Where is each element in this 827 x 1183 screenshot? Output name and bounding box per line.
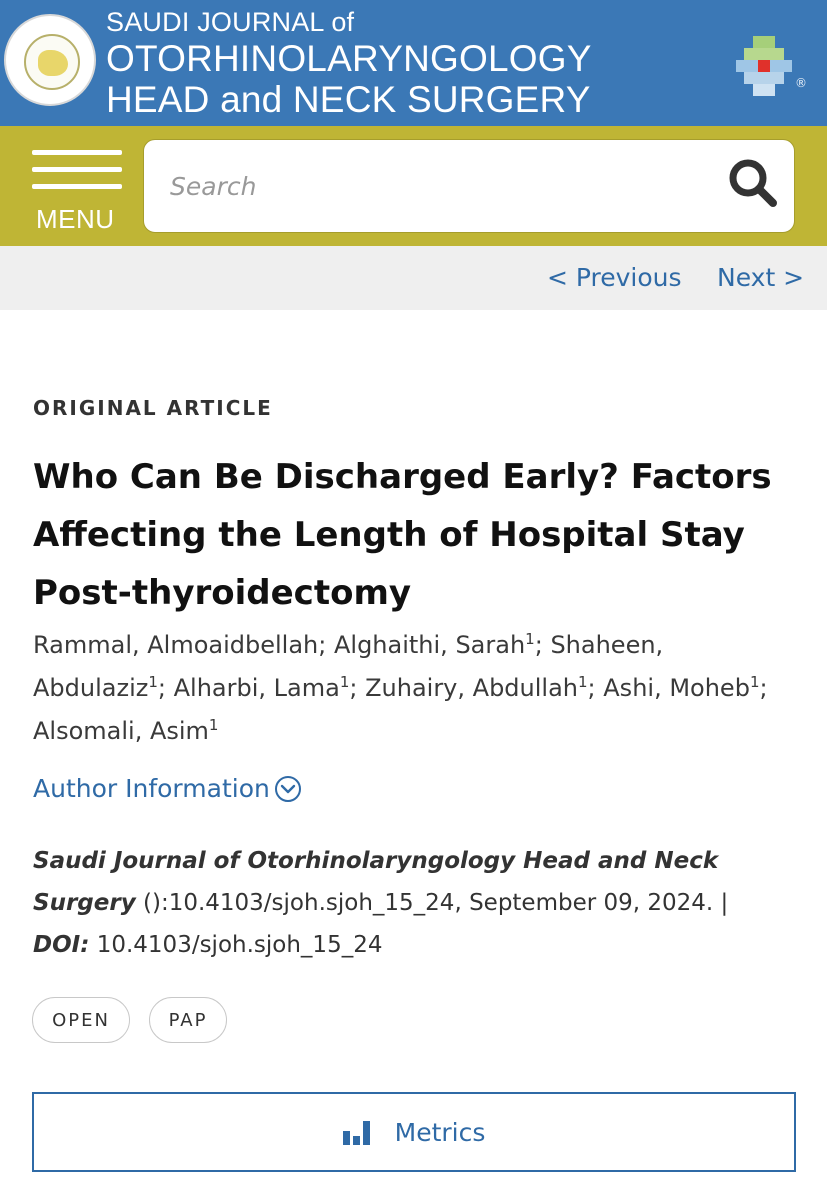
- journal-name-cont: Surgery: [33, 890, 136, 916]
- previous-article-link[interactable]: < Previous: [547, 263, 682, 292]
- open-access-badge: OPEN: [32, 997, 130, 1043]
- journal-name: Saudi Journal of Otorhinolaryngology Head and Neck: [33, 848, 719, 874]
- hamburger-bar-icon: [32, 150, 122, 155]
- author-information-label: Author Information: [33, 774, 270, 803]
- author-name: Shaheen, Abdulaziz: [33, 631, 664, 702]
- chevron-down-circle-icon: [274, 775, 302, 803]
- journal-title[interactable]: [106, 6, 592, 120]
- metrics-label: Metrics: [394, 1117, 486, 1147]
- citation-details: ():10.4103/sjoh.sjoh_15_24, September 09, 2024. |: [135, 890, 729, 916]
- author-name: Alsomali, Asim: [33, 717, 209, 745]
- society-seal-logo[interactable]: [4, 14, 96, 106]
- menu-button[interactable]: [30, 148, 124, 234]
- menu-label: MENU: [36, 204, 115, 234]
- journal-title-line3: HEAD and NECK SURGERY: [106, 79, 591, 120]
- journal-header: [0, 0, 827, 126]
- doi-label: DOI:: [33, 932, 90, 958]
- journal-title-line1: SAUDI JOURNAL of: [106, 7, 355, 37]
- next-article-link[interactable]: Next >: [717, 263, 805, 292]
- search-box: [143, 139, 795, 233]
- search-icon[interactable]: [726, 156, 782, 212]
- seal-emblem: [24, 34, 80, 90]
- affiliation-marker: 1: [749, 673, 760, 691]
- article-title-line: Who Can Be Discharged Early? Factors: [33, 457, 772, 497]
- author-information-toggle[interactable]: [33, 774, 302, 803]
- pap-badge: PAP: [149, 997, 227, 1043]
- author-name: Alharbi, Lama: [173, 674, 340, 702]
- author-name: Zuhairy, Abdullah: [365, 674, 578, 702]
- article-title: [33, 448, 803, 622]
- author-name: Ashi, Moheb: [603, 674, 750, 702]
- affiliation-marker: 1: [525, 630, 535, 648]
- hamburger-bar-icon: [32, 167, 122, 172]
- crossmark-logo-icon[interactable]: [736, 36, 792, 96]
- search-input[interactable]: [170, 160, 710, 212]
- hamburger-bar-icon: [32, 184, 122, 189]
- article-title-line: Affecting the Length of Hospital Stay: [33, 515, 745, 555]
- affiliation-marker: 1: [148, 673, 158, 691]
- article-type-label: ORIGINAL ARTICLE: [33, 396, 273, 420]
- affiliation-marker: 1: [578, 673, 588, 691]
- author-list: Rammal, Almoaidbellah; Alghaithi, Sarah$^1$; Shaheen, Abdulaziz$^1$; Alharbi, Lama$^1$; Zuhairy, Abdullah$^1$; Ashi, Moheb$^1$; Alsomali, Asim$^1$: [33, 630, 768, 745]
- author-name: Alghaithi, Sarah: [333, 631, 526, 659]
- article-title-line: Post-thyroidectomy: [33, 573, 412, 613]
- article-pagination-bar: [0, 246, 827, 310]
- map-emblem-icon: [38, 50, 68, 76]
- affiliation-marker: 1: [339, 673, 350, 691]
- bar-chart-icon: [343, 1119, 373, 1145]
- journal-title-line2: OTORHINOLARYNGOLOGY: [106, 38, 592, 79]
- citation-block: [33, 840, 803, 966]
- author-name: Rammal, Almoaidbellah: [33, 631, 319, 659]
- doi-value[interactable]: 10.4103/sjoh.sjoh_15_24: [89, 932, 383, 958]
- affiliation-marker: 1: [208, 716, 219, 734]
- metrics-button[interactable]: [32, 1092, 796, 1172]
- registered-mark: ®: [795, 76, 807, 90]
